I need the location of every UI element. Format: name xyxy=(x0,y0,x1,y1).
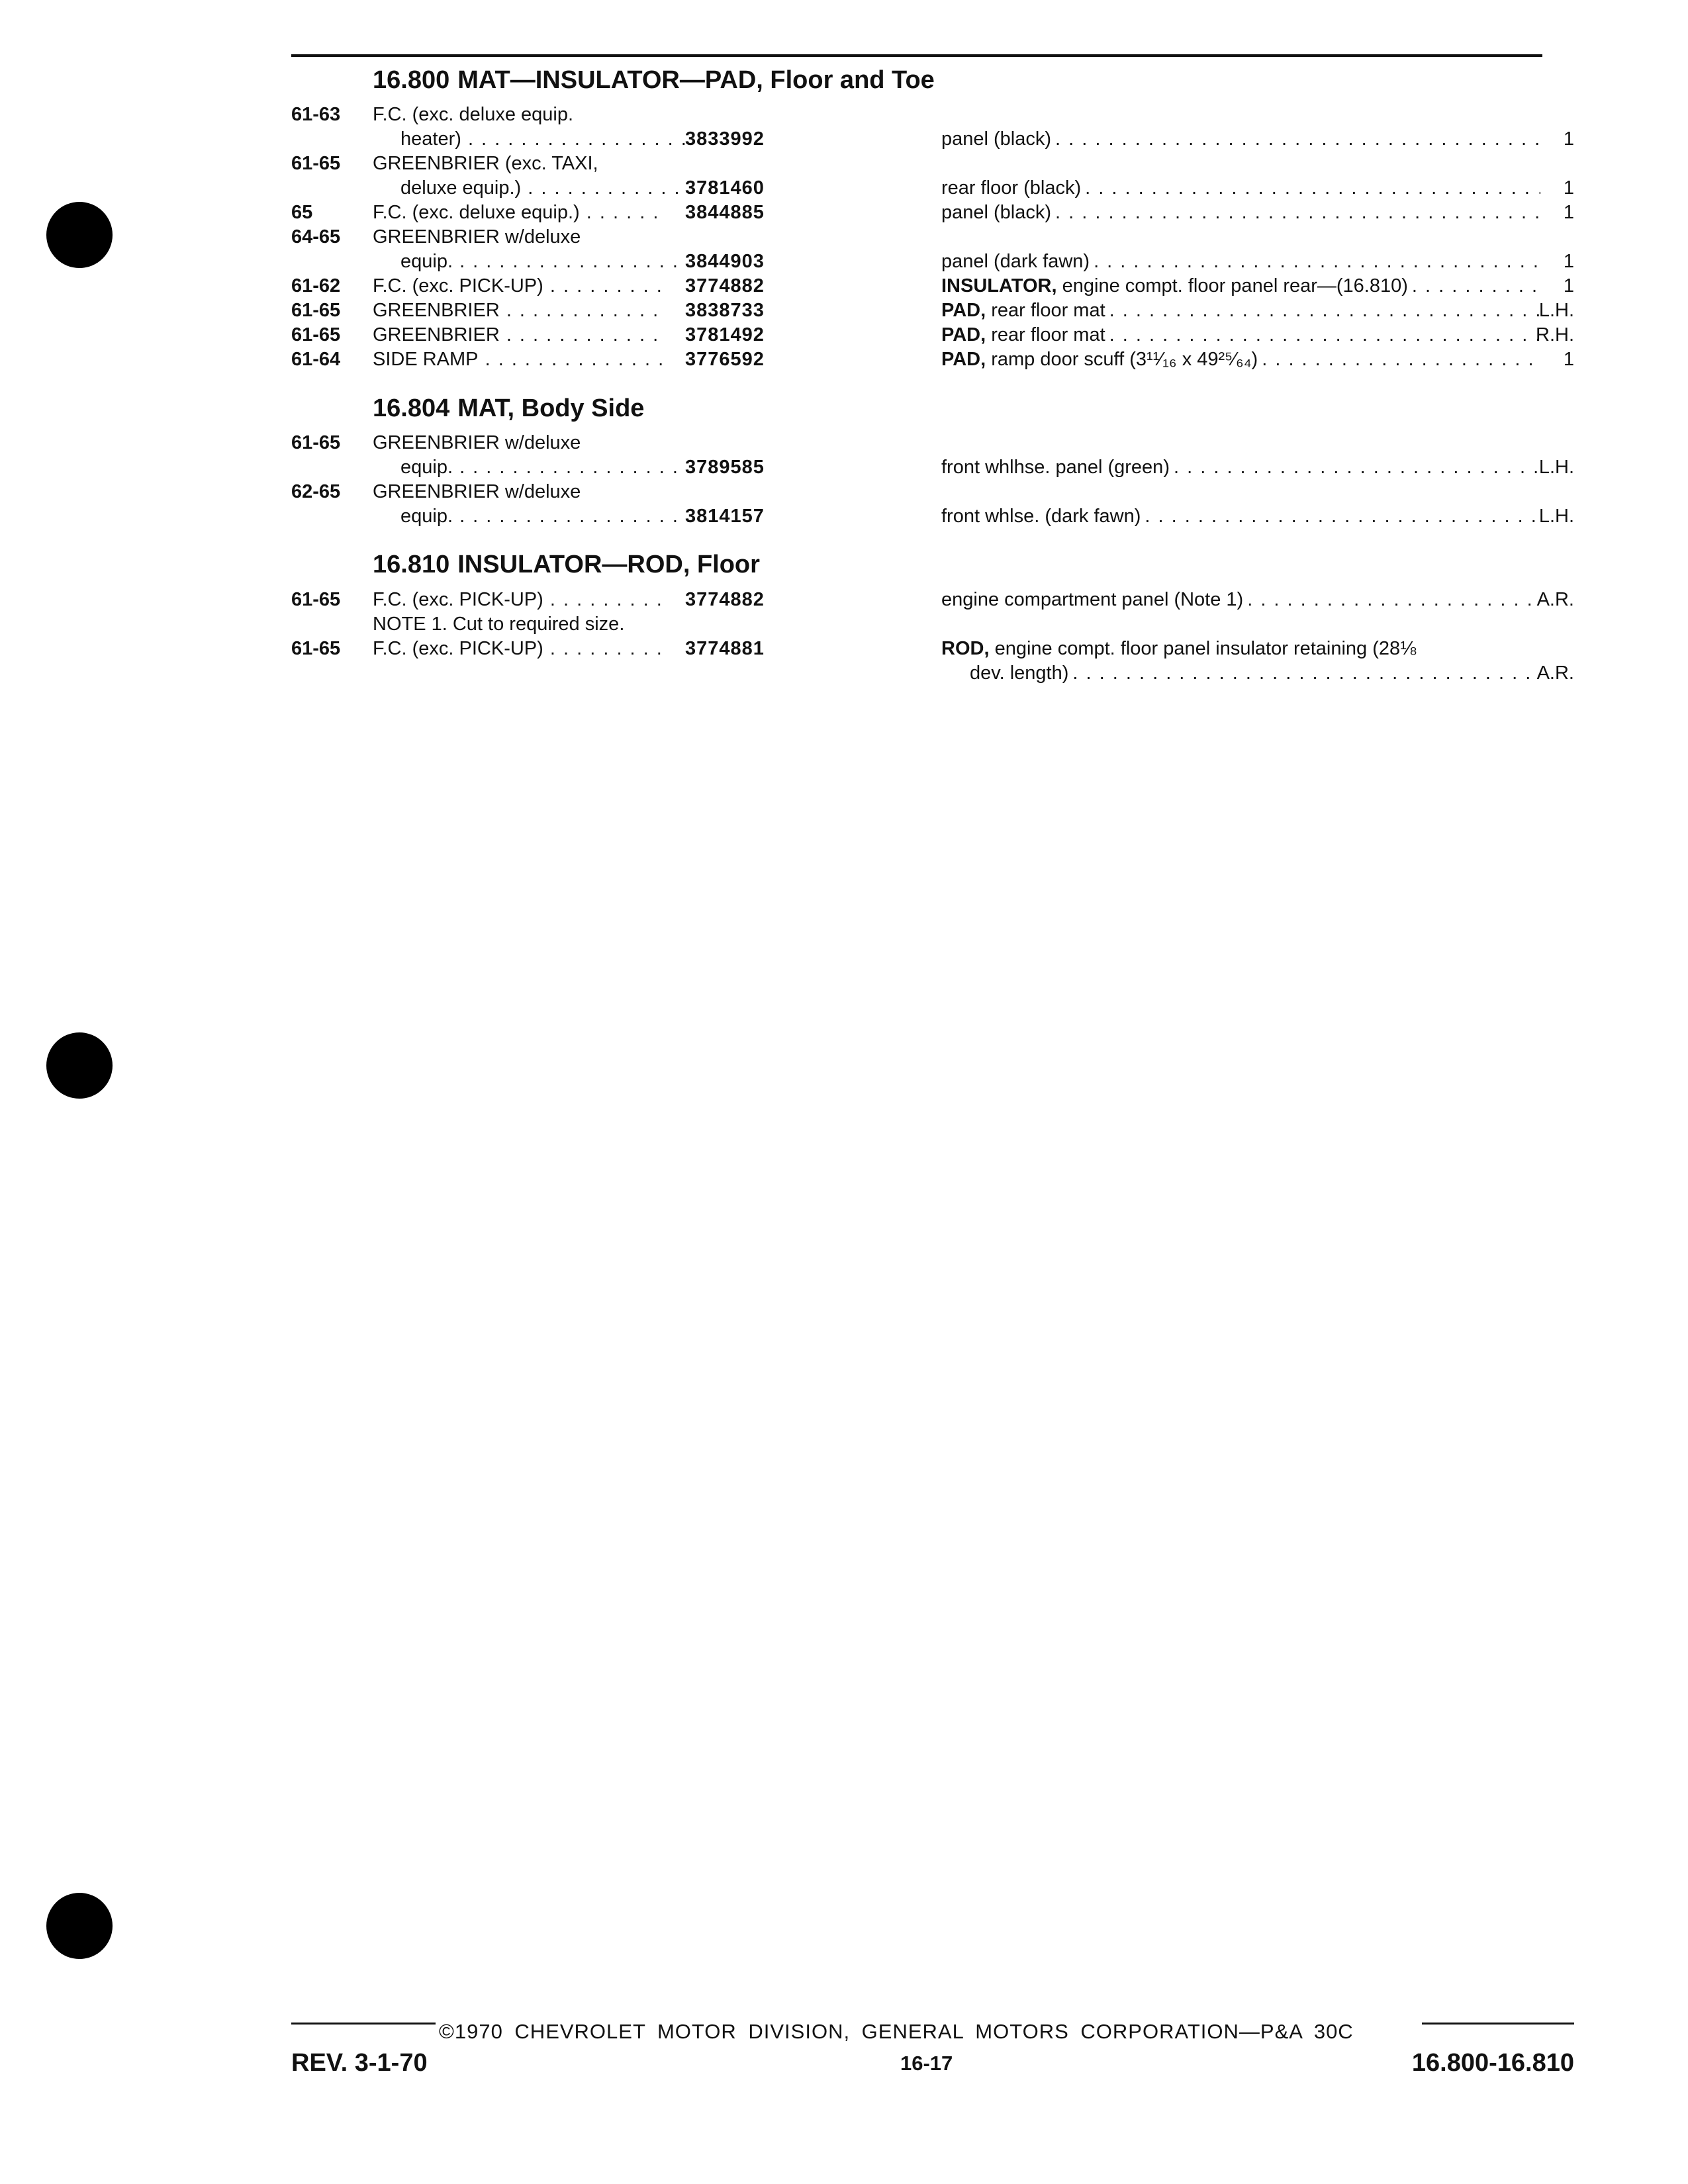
row-model: F.C. (exc. PICK-UP) . . . xyxy=(373,587,664,612)
row-description: panel (black) . . . xyxy=(941,200,1540,225)
binder-hole xyxy=(46,202,113,268)
row-description: engine compartment panel (Note 1) . . . xyxy=(941,587,1540,612)
row-description: PAD, rear floor mat . . . xyxy=(941,298,1540,323)
binder-hole xyxy=(46,1032,113,1099)
row-part-number: 3774882 xyxy=(685,589,765,610)
row-year: 61-65 xyxy=(291,432,341,453)
row-part-number: 3774881 xyxy=(685,638,765,659)
row-model: heater) . . . xyxy=(400,126,692,152)
row-model: GREENBRIER (exc. TAXI, xyxy=(373,153,598,174)
row-part-number: 3838733 xyxy=(685,300,765,321)
row-model: GREENBRIER w/deluxe xyxy=(373,432,581,453)
section-heading xyxy=(373,394,644,423)
row-quantity: 1 xyxy=(1563,251,1574,272)
row-model: deluxe equip.) . . . xyxy=(400,175,692,201)
row-model: F.C. (exc. deluxe equip. xyxy=(373,104,574,125)
row-year: 61-65 xyxy=(291,324,341,345)
section-number: 16.810 xyxy=(373,551,450,578)
section-heading xyxy=(373,66,935,95)
row-year: 61-62 xyxy=(291,275,341,296)
footer-rule-right xyxy=(1422,2023,1574,2025)
row-description: panel (dark fawn) . . . xyxy=(941,249,1540,274)
row-model: F.C. (exc. PICK-UP) . . . xyxy=(373,636,664,661)
row-quantity: 1 xyxy=(1563,202,1574,223)
row-year: 64-65 xyxy=(291,226,341,248)
row-quantity: 1 xyxy=(1563,177,1574,199)
section-heading xyxy=(373,551,760,579)
row-description-continued: dev. length) . . . xyxy=(970,660,1540,686)
row-description: PAD, rear floor mat . . . xyxy=(941,322,1540,347)
row-year: 61-65 xyxy=(291,300,341,321)
row-description: ROD, engine compt. floor panel insulator retaining (28⅛ xyxy=(941,638,1417,659)
row-year: 62-65 xyxy=(291,481,341,502)
row-part-number: 3781492 xyxy=(685,324,765,345)
footer-revision: REV. 3-1-70 xyxy=(291,2049,428,2077)
row-year: 61-63 xyxy=(291,104,341,125)
footer-rule-left xyxy=(291,2023,436,2025)
row-year: 61-65 xyxy=(291,153,341,174)
row-year: 65 xyxy=(291,202,313,223)
footer-page-number: 16-17 xyxy=(900,2052,953,2075)
row-year: 61-65 xyxy=(291,638,341,659)
row-model: GREENBRIER . . . xyxy=(373,298,664,323)
binder-hole xyxy=(46,1893,113,1959)
row-description: rear floor (black) . . . xyxy=(941,175,1540,201)
section-title: MAT, Body Side xyxy=(457,394,645,422)
row-description: panel (black) . . . xyxy=(941,126,1540,152)
row-model: GREENBRIER w/deluxe xyxy=(373,226,581,248)
row-part-number: 3781460 xyxy=(685,177,765,199)
row-description: INSULATOR, engine compt. floor panel rear—(16.810) . . . xyxy=(941,273,1540,298)
row-model: GREENBRIER w/deluxe xyxy=(373,481,581,502)
row-part-number: 3844885 xyxy=(685,202,765,223)
row-part-number: 3833992 xyxy=(685,128,765,150)
row-model: GREENBRIER . . . xyxy=(373,322,664,347)
footer-copyright: ©1970 CHEVROLET MOTOR DIVISION, GENERAL MOTORS CORPORATION—P&A 30C xyxy=(439,2020,1354,2043)
footer-section-range: 16.800-16.810 xyxy=(1411,2049,1574,2077)
section-number: 16.800 xyxy=(373,66,450,94)
row-description: PAD, ramp door scuff (3¹¹⁄₁₆ x 49²⁵⁄₆₄) . . . xyxy=(941,347,1540,372)
row-quantity: L.H. xyxy=(1538,506,1574,527)
row-description: front whlhse. panel (green) . . . xyxy=(941,455,1540,480)
row-model: F.C. (exc. deluxe equip.) . . . xyxy=(373,200,664,225)
row-model: equip. . . . xyxy=(400,455,692,480)
section-title: MAT—INSULATOR—PAD, Floor and Toe xyxy=(457,66,935,94)
row-quantity: A.R. xyxy=(1536,589,1574,610)
row-part-number: 3844903 xyxy=(685,251,765,272)
row-quantity: R.H. xyxy=(1536,324,1574,345)
top-rule xyxy=(291,54,1542,57)
section-number: 16.804 xyxy=(373,394,450,422)
row-quantity: 1 xyxy=(1563,128,1574,150)
row-quantity: A.R. xyxy=(1536,662,1574,684)
row-model: F.C. (exc. PICK-UP) . . . xyxy=(373,273,664,298)
row-part-number: 3774882 xyxy=(685,275,765,296)
row-part-number: 3776592 xyxy=(685,349,765,370)
row-year: 61-65 xyxy=(291,589,341,610)
row-quantity: L.H. xyxy=(1538,300,1574,321)
row-quantity: 1 xyxy=(1563,275,1574,296)
row-note: NOTE 1. Cut to required size. xyxy=(373,614,625,635)
row-model: equip. . . . xyxy=(400,249,692,274)
row-description: front whlse. (dark fawn) . . . xyxy=(941,504,1540,529)
row-part-number: 3789585 xyxy=(685,457,765,478)
row-model: equip. . . . xyxy=(400,504,692,529)
row-model: SIDE RAMP . . . xyxy=(373,347,664,372)
row-year: 61-64 xyxy=(291,349,341,370)
row-quantity: L.H. xyxy=(1538,457,1574,478)
row-quantity: 1 xyxy=(1563,349,1574,370)
section-title: INSULATOR—ROD, Floor xyxy=(457,551,760,578)
row-part-number: 3814157 xyxy=(685,506,765,527)
